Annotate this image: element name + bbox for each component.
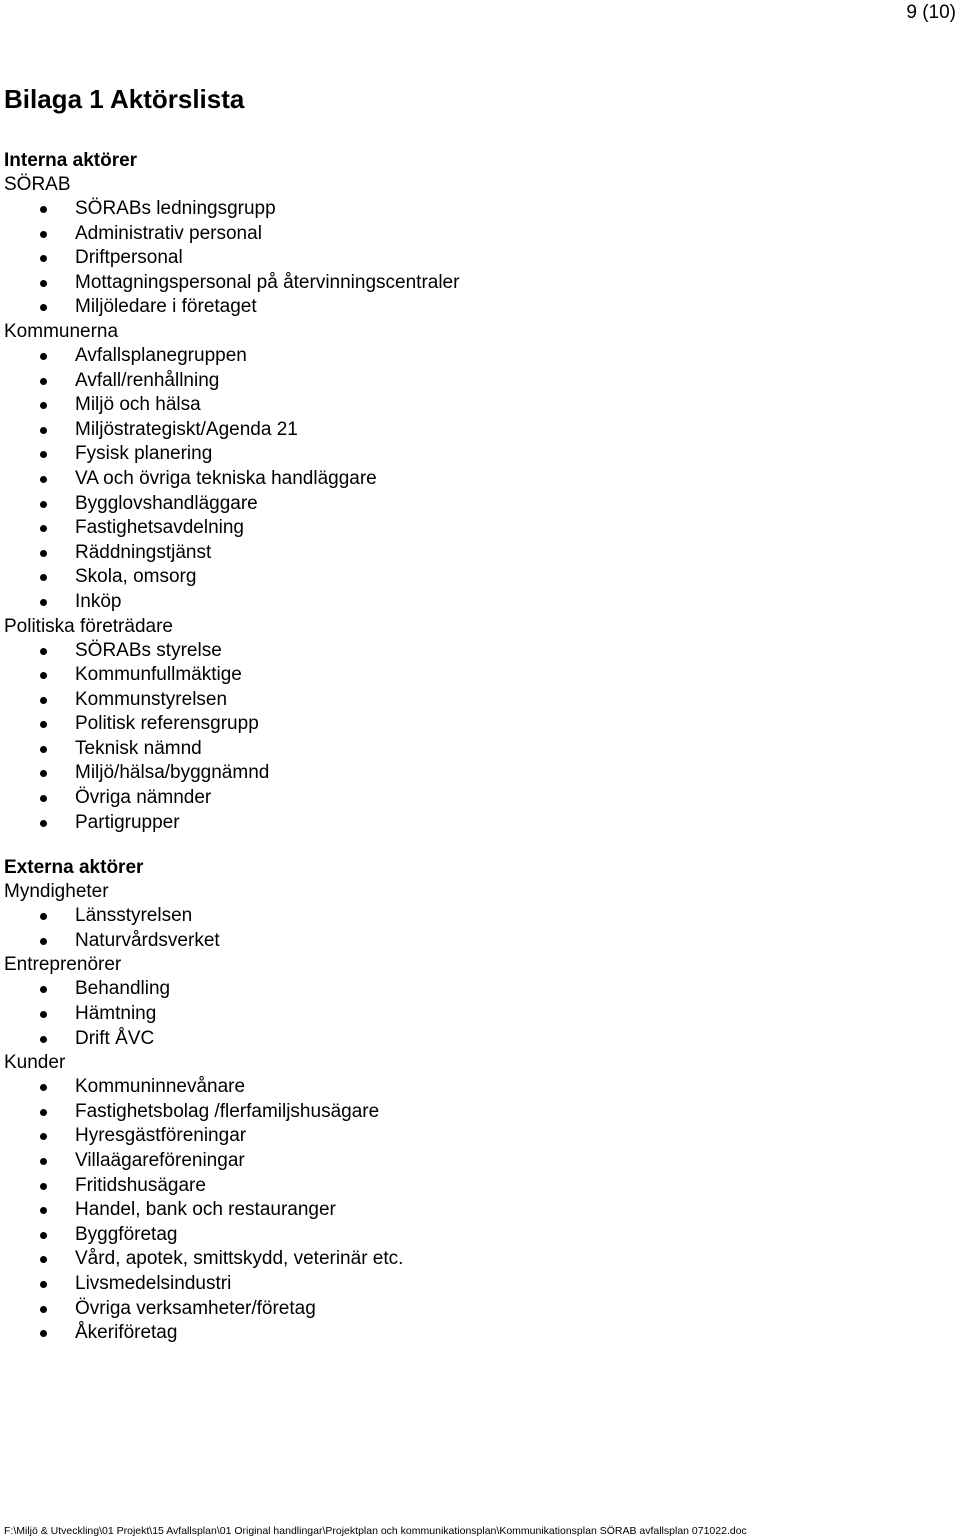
bullet-icon [40, 913, 47, 920]
bullet-icon [40, 672, 47, 679]
list-item [4, 1321, 944, 1346]
list-item [4, 761, 944, 786]
list-item-text: Miljö/hälsa/byggnämnd [75, 762, 270, 784]
list-item [4, 222, 944, 247]
list-item-text: Miljö och hälsa [75, 394, 201, 416]
list-item-text: SÖRABs ledningsgrupp [75, 198, 276, 219]
list-item [4, 541, 944, 566]
bullet-icon [40, 378, 47, 385]
list-item [4, 904, 944, 929]
bullet-icon [40, 255, 47, 262]
group-label: Entreprenörer [4, 954, 122, 976]
bullet-icon [40, 697, 47, 704]
list-item-text: Fastighetsavdelning [75, 517, 244, 539]
bullet-icon [40, 402, 47, 409]
document-body [4, 82, 944, 1346]
external-actors-heading: Externa aktörer [4, 857, 144, 879]
bullet-list [4, 197, 944, 320]
bullet-icon [40, 1109, 47, 1116]
list-item [4, 1124, 944, 1149]
list-item-text: Administrativ personal [75, 222, 262, 244]
list-item [4, 442, 944, 467]
list-item [4, 1223, 944, 1248]
list-item [4, 786, 944, 811]
list-item [4, 1075, 944, 1100]
list-item [4, 1149, 944, 1174]
bullet-icon [40, 648, 47, 655]
list-item-text: Handel, bank och restauranger [75, 1199, 336, 1221]
list-item-text: Kommunstyrelsen [75, 688, 228, 710]
internal-actors-section [4, 149, 944, 835]
list-item-text: Miljöledare i företaget [75, 296, 257, 318]
list-item [4, 1198, 944, 1223]
list-item-text: Teknisk nämnd [75, 737, 202, 759]
list-item [4, 1027, 944, 1052]
list-item-text: Hämtning [75, 1003, 157, 1025]
list-item [4, 590, 944, 615]
bullet-icon [40, 353, 47, 360]
bullet-icon [40, 574, 47, 581]
list-item-text: Skola, omsorg [75, 566, 197, 588]
bullet-icon [40, 1036, 47, 1043]
list-item-text: VA och övriga tekniska handläggare [75, 467, 377, 489]
group-label: Politiska företrädare [4, 615, 173, 637]
internal-actors-heading: Interna aktörer [4, 150, 138, 171]
list-item [4, 467, 944, 492]
list-item-text: Hyresgästföreningar [75, 1125, 247, 1147]
list-item [4, 977, 944, 1002]
bullet-icon [40, 206, 47, 213]
list-item-text: Länsstyrelsen [75, 905, 193, 927]
list-item [4, 197, 944, 222]
list-item [4, 1247, 944, 1272]
list-item [4, 1002, 944, 1027]
bullet-icon [40, 231, 47, 238]
list-item-text: SÖRABs styrelse [75, 639, 222, 661]
bullet-list [4, 639, 944, 836]
list-item-text: Villaägareföreningar [75, 1150, 245, 1171]
bullet-icon [40, 451, 47, 458]
bullet-icon [40, 1207, 47, 1214]
list-item-text: Övriga verksamheter/företag [75, 1297, 316, 1319]
group-label: SÖRAB [4, 174, 71, 195]
list-item-text: Räddningstjänst [75, 541, 212, 563]
list-item-text: Driftpersonal [75, 247, 183, 269]
list-item [4, 737, 944, 762]
list-item [4, 811, 944, 836]
list-item-text: Fritidshusägare [75, 1174, 206, 1196]
list-item [4, 1272, 944, 1297]
external-actors-section [4, 856, 944, 1346]
bullet-icon [40, 280, 47, 287]
bullet-icon [40, 986, 47, 993]
list-item-text: Inköp [75, 590, 122, 612]
list-item-text: Drift ÅVC [75, 1027, 155, 1049]
list-item [4, 712, 944, 737]
list-item [4, 1174, 944, 1199]
list-item [4, 369, 944, 394]
list-item-text: Fysisk planering [75, 443, 213, 465]
bullet-icon [40, 476, 47, 483]
list-item [4, 688, 944, 713]
list-item [4, 516, 944, 541]
bullet-icon [40, 1281, 47, 1288]
group-label: Kunder [4, 1052, 66, 1074]
list-item-text: Miljöstrategiskt/Agenda 21 [75, 418, 298, 440]
list-item-text: Vård, apotek, smittskydd, veterinär etc. [75, 1248, 404, 1270]
bullet-icon [40, 550, 47, 557]
internal-groups [4, 173, 944, 835]
list-item-text: Byggföretag [75, 1223, 178, 1245]
list-item-text: Avfall/renhållning [75, 369, 220, 391]
bullet-icon [40, 1232, 47, 1239]
list-item-text: Bygglovshandläggare [75, 492, 258, 514]
bullet-icon [40, 938, 47, 945]
bullet-icon [40, 427, 47, 434]
list-item [4, 246, 944, 271]
list-item-text: Livsmedelsindustri [75, 1272, 232, 1294]
list-item-text: Kommunfullmäktige [75, 664, 242, 686]
group-label: Kommunerna [4, 320, 119, 342]
list-item-text: Fastighetsbolag /flerfamiljshusägare [75, 1100, 380, 1122]
bullet-icon [40, 304, 47, 311]
group-label: Myndigheter [4, 881, 109, 903]
bullet-icon [40, 1158, 47, 1165]
list-item-text: Behandling [75, 978, 171, 1000]
bullet-icon [40, 525, 47, 532]
bullet-list [4, 1075, 944, 1346]
list-item [4, 1297, 944, 1322]
bullet-icon [40, 1084, 47, 1091]
bullet-list [4, 344, 944, 615]
list-item [4, 418, 944, 443]
bullet-list [4, 977, 944, 1051]
bullet-icon [40, 501, 47, 508]
bullet-icon [40, 721, 47, 728]
list-item [4, 295, 944, 320]
bullet-icon [40, 795, 47, 802]
list-item-text: Kommuninnevånare [75, 1076, 246, 1098]
bullet-list [4, 904, 944, 953]
bullet-icon [40, 746, 47, 753]
list-item-text: Naturvårdsverket [75, 929, 220, 951]
page-number: 9 (10) [906, 2, 956, 23]
list-item [4, 271, 944, 296]
bullet-icon [40, 820, 47, 827]
list-item [4, 663, 944, 688]
bullet-icon [40, 1256, 47, 1263]
bullet-icon [40, 1133, 47, 1140]
list-item-text: Partigrupper [75, 811, 180, 833]
list-item [4, 565, 944, 590]
list-item-text: Avfallsplanegruppen [75, 344, 247, 366]
footer-file-path: F:\Miljö & Utveckling\01 Projekt\15 Avfallsplan\01 Original handlingar\Projektplan och kommunikationsplan\Kommunikationsplan SÖRAB avfallsplan 071022.doc [4, 1525, 747, 1537]
list-item [4, 929, 944, 954]
list-item [4, 492, 944, 517]
list-item-text: Mottagningspersonal på återvinningscentraler [75, 271, 460, 293]
list-item-text: Övriga nämnder [75, 787, 212, 809]
bullet-icon [40, 1183, 47, 1190]
bullet-icon [40, 1011, 47, 1018]
list-item [4, 1100, 944, 1125]
bullet-icon [40, 599, 47, 606]
document-title: Bilaga 1 Aktörslista [4, 84, 245, 114]
list-item [4, 393, 944, 418]
bullet-icon [40, 1306, 47, 1313]
bullet-icon [40, 1330, 47, 1337]
list-item-text: Politisk referensgrupp [75, 713, 259, 735]
list-item-text: Åkeriföretag [75, 1322, 178, 1344]
list-item [4, 344, 944, 369]
bullet-icon [40, 770, 47, 777]
list-item [4, 639, 944, 664]
external-groups [4, 880, 944, 1346]
